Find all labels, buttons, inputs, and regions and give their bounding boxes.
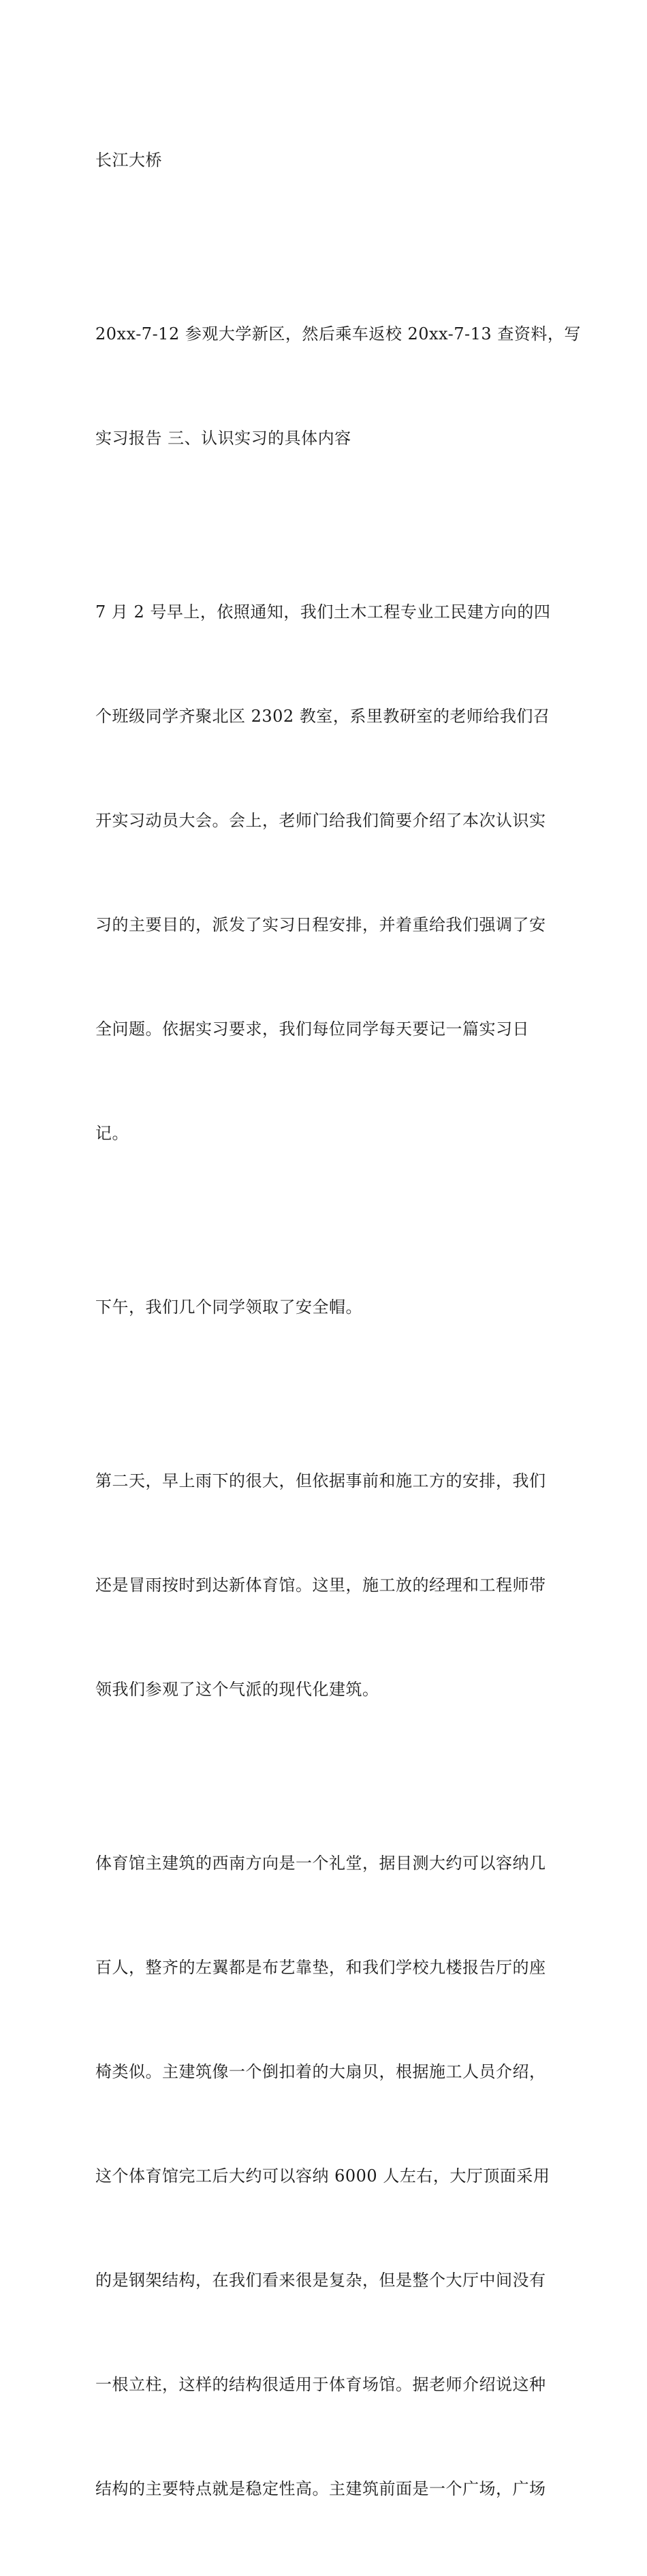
document-body bbox=[95, 74, 581, 2576]
text-line: 记。 bbox=[95, 1124, 129, 1143]
text-line: 第二天，早上雨下的很大，但依据事前和施工方的安排，我们 bbox=[95, 1471, 546, 1490]
paragraph-mobilization-meeting bbox=[95, 525, 558, 1221]
text-line: 领我们参观了这个气派的现代化建筑。 bbox=[95, 1680, 379, 1699]
text-line: 结构的主要特点就是稳定性高。主建筑前面是一个广场，广场 bbox=[95, 2479, 546, 2498]
text-line: 长江大桥 bbox=[95, 151, 162, 170]
text-line: 还是冒雨按时到达新体育馆。这里，施工放的经理和工程师带 bbox=[95, 1576, 546, 1595]
text-line: 习的主要目的，派发了实习日程安排，并着重给我们强调了安 bbox=[95, 915, 546, 934]
text-line: 实习报告 三、认识实习的具体内容 bbox=[95, 429, 351, 448]
paragraph-gymnasium bbox=[95, 1777, 558, 2576]
text-line: 椅类似。主建筑像一个倒扣着的大扇贝，根据施工人员介绍， bbox=[95, 2062, 546, 2081]
paragraph-second-day bbox=[95, 1394, 558, 1777]
text-line: 下午，我们几个同学领取了安全帽。 bbox=[95, 1298, 362, 1317]
text-line: 全问题。依据实习要求，我们每位同学每天要记一篇实习日 bbox=[95, 1019, 529, 1039]
text-line: 7 月 2 号早上，依照通知，我们土木工程专业工民建方向的四 bbox=[95, 602, 551, 622]
text-line: 个班级同学齐聚北区 2302 教室，系里教研室的老师给我们召 bbox=[95, 707, 550, 726]
paragraph-title bbox=[95, 74, 558, 247]
text-line: 体育馆主建筑的西南方向是一个礼堂，据目测大约可以容纳几 bbox=[95, 1854, 546, 1873]
paragraph-afternoon bbox=[95, 1221, 558, 1394]
text-line: 一根立柱，这样的结构很适用于体育场馆。据老师介绍说这种 bbox=[95, 2375, 546, 2394]
text-line: 20xx-7-12 参观大学新区，然后乘车返校 20xx-7-13 查资料，写 bbox=[95, 324, 581, 343]
text-line: 的是钢架结构，在我们看来很是复杂，但是整个大厅中间没有 bbox=[95, 2271, 546, 2290]
text-line: 这个体育馆完工后大约可以容纳 6000 人左右，大厅顶面采用 bbox=[95, 2166, 550, 2186]
paragraph-schedule bbox=[95, 247, 581, 525]
text-line: 百人，整齐的左翼都是布艺靠垫，和我们学校九楼报告厅的座 bbox=[95, 1958, 546, 1977]
text-line: 开实习动员大会。会上，老师门给我们简要介绍了本次认识实 bbox=[95, 811, 546, 830]
